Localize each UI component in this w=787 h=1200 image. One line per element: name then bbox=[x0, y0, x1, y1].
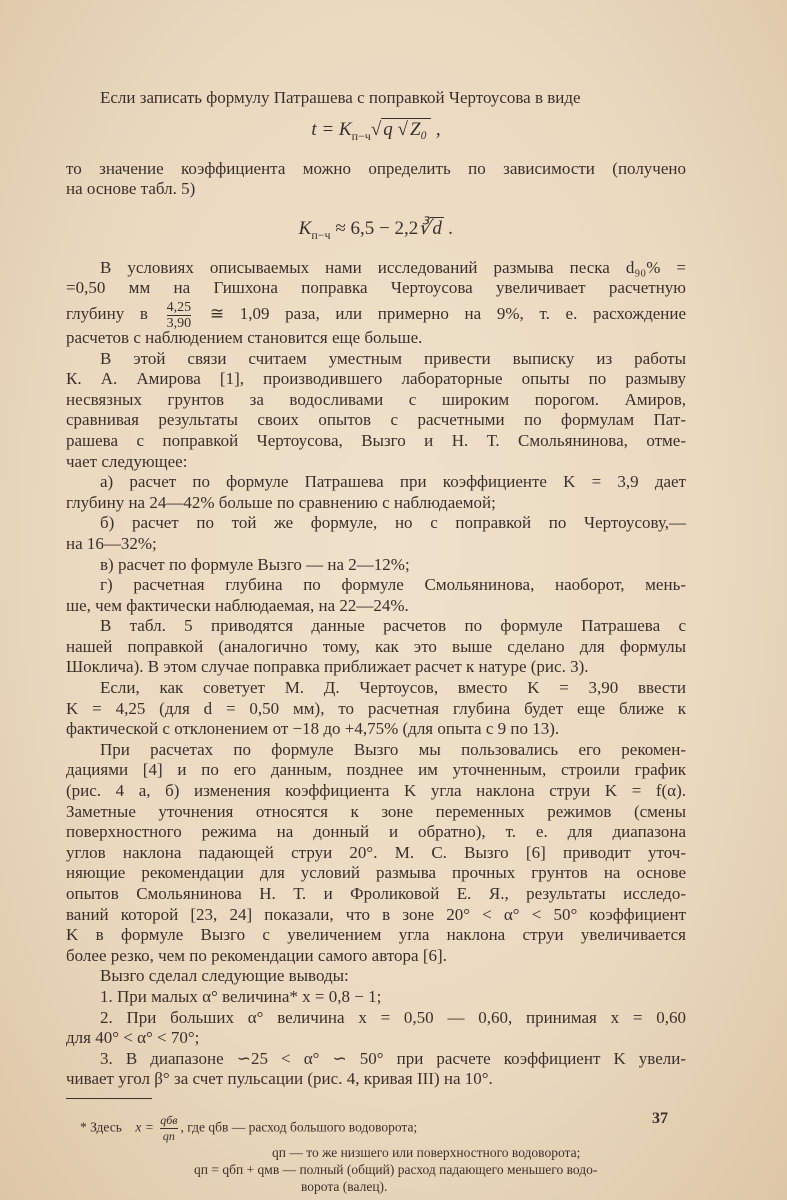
intro-paragraph bbox=[66, 88, 686, 109]
paragraph bbox=[66, 1049, 686, 1090]
text-line: В этой связи считаем уместным привести выписку из работы bbox=[100, 348, 686, 368]
text-line: для 40° < α° < 70°; bbox=[66, 1028, 200, 1048]
text-line: углов наклона падающей струи 20°. М. С. Вызго [6] приводит уточ- bbox=[66, 842, 686, 862]
formula-subscript: п−ч bbox=[351, 128, 371, 143]
text-line: а) расчет по формуле Патрашева при коэффициенте K = 3,9 дает bbox=[100, 472, 686, 492]
fraction-numerator: qбв bbox=[160, 1112, 178, 1127]
paragraphs bbox=[66, 349, 686, 1090]
sqrt-icon: √ bbox=[370, 118, 382, 140]
footnote-divider bbox=[66, 1098, 152, 1099]
paragraph bbox=[66, 616, 686, 678]
text-span: ≅ 1,09 раза, или примерно на 9%, т. е. расхождение bbox=[209, 303, 687, 323]
text-line: 1. При малых α° величина* x = 0,8 − 1; bbox=[100, 986, 382, 1006]
formula-z: Z₀ bbox=[409, 118, 428, 140]
text-line: поверхностного режима на донный и обратно), т. е. для диапазона bbox=[66, 822, 686, 842]
text-line: При расчетах по формуле Вызго мы пользовались его рекомен- bbox=[100, 739, 686, 759]
paragraph-sand bbox=[66, 258, 686, 349]
text-line: 2. При больших α° величина x = 0,50 — 0,60, принимая x = 0,60 bbox=[100, 1007, 686, 1027]
text-line: Шоклича). В этом случае поправка приближает расчет к натуре (рис. 3). bbox=[66, 657, 589, 677]
text-line: Если записать формулу Патрашева с поправкой Чертоусова в виде bbox=[100, 88, 581, 107]
text-line: К. А. Амирова [1], производившего лабораторные опыты по размыву bbox=[66, 369, 686, 389]
paragraph bbox=[66, 987, 686, 1008]
formula-d: d bbox=[432, 217, 442, 239]
formula-coefficient bbox=[66, 214, 686, 244]
text-line: опытов Смольянинова Н. Т. и Фроликовой Е. Я., результаты исследо- bbox=[66, 884, 686, 903]
text-line: K = 4,25 (для d = 0,50 мм), то расчетная глубина будет еще ближе к bbox=[66, 698, 686, 718]
formula-q: q bbox=[383, 118, 393, 140]
formula-lhs: t = K bbox=[311, 118, 352, 140]
text-line: б) расчет по той же формуле, но с поправкой по Чертоусову,— bbox=[100, 513, 686, 533]
text-line: ше, чем фактически наблюдаемая, на 22—24%. bbox=[66, 595, 409, 615]
text-line-fraction bbox=[66, 299, 687, 331]
cube-root-icon: ∛ bbox=[418, 217, 431, 239]
fraction bbox=[167, 300, 192, 331]
formula-patrashev-chertousov bbox=[66, 115, 686, 145]
paragraph bbox=[66, 678, 686, 740]
text-line: В условиях описываемых нами исследований размыва песка d₉₀% = bbox=[100, 257, 686, 277]
text-line: В табл. 5 приводятся данные расчетов по формуле Патрашева с bbox=[100, 616, 686, 636]
footnote-text: qп — то же низшего или поверхностного водоворота; bbox=[272, 1144, 581, 1160]
text-line: (рис. 4 а, б) изменения коэффициента K угла наклона струи K = f(α). bbox=[66, 781, 686, 801]
text-line: сравнивая результаты своих опытов с расчетными по формулам Пат- bbox=[66, 410, 686, 430]
paragraph bbox=[66, 555, 686, 576]
text-line: на 16—32%; bbox=[66, 533, 157, 553]
paragraph bbox=[66, 966, 686, 987]
page-body bbox=[66, 88, 686, 1195]
text-line: расчетов с наблюдением становится еще больше. bbox=[66, 327, 423, 347]
text-line: чает следующее: bbox=[66, 451, 188, 471]
formula-subscript: п−ч bbox=[311, 227, 331, 242]
paragraph bbox=[66, 472, 686, 513]
formula-rhs: ≈ 6,5 − 2,2 bbox=[330, 217, 419, 239]
text-line: на основе табл. 5) bbox=[66, 179, 196, 199]
text-line: =0,50 мм на Гишхона поправка Чертоусова увеличивает расчетную bbox=[66, 278, 686, 298]
text-span: глубину в bbox=[66, 303, 148, 323]
formula-tail: . bbox=[443, 217, 454, 239]
paragraph bbox=[66, 1008, 686, 1049]
fraction-denominator: qп bbox=[162, 1128, 175, 1143]
fraction-numerator: 4,25 bbox=[166, 299, 192, 315]
text-line: Если, как советует М. Д. Чертоусов, вместо K = 3,90 ввести bbox=[100, 678, 686, 698]
text-line: дациями [4] и по его данным, позднее им уточненным, строили график bbox=[66, 760, 686, 780]
text-line: г) расчетная глубина по формуле Смольянинова, наоборот, мень- bbox=[100, 575, 686, 595]
sqrt-icon: √ bbox=[397, 118, 408, 140]
text-line: в) расчет по формуле Вызго — на 2—12%; bbox=[100, 554, 410, 574]
text-line: рашева с поправкой Чертоусова, Вызго и Н. Т. Смольянинова, отме- bbox=[66, 430, 686, 450]
text-line: K в формуле Вызго с увеличением угла наклона струи увеличивается bbox=[66, 925, 686, 945]
footnote-text: qп = qбп + qмв — полный (общий) расход падающего меньшего водо- bbox=[194, 1161, 598, 1177]
footnote-x: x = bbox=[135, 1119, 154, 1135]
paragraph bbox=[66, 513, 686, 554]
text-line: несвязных грунтов за водосливами с широким порогом. Амиров, bbox=[66, 389, 686, 409]
text-line: чивает угол β° за счет пульсации (рис. 4, кривая III) на 10°. bbox=[66, 1069, 493, 1089]
fraction-denominator: 3,90 bbox=[166, 315, 192, 331]
text-line: Вызго сделал следующие выводы: bbox=[100, 966, 349, 986]
paragraph bbox=[66, 740, 686, 967]
text-line: 3. В диапазоне ∽25 < α° ∽ 50° при расчете коэффициент K увели- bbox=[100, 1048, 686, 1068]
text-line: ваний которой [23, 24] показали, что в зоне 20° < α° < 50° коэффициент bbox=[66, 904, 686, 924]
text-line: нашей поправкой (аналогично тому, как это выше сделано для формулы bbox=[66, 636, 686, 656]
footnote-marker: * Здесь bbox=[80, 1119, 122, 1135]
text-line: Заметные уточнения относятся к зоне переменных режимов (смены bbox=[66, 801, 686, 821]
text-line: более резко, чем по рекомендации самого автора [6]. bbox=[66, 945, 447, 965]
formula-lhs: K bbox=[298, 217, 312, 239]
footnote-text: , где qбв — расход большого водоворота; bbox=[180, 1119, 418, 1135]
text-line: няющие рекомендации для условий размыва прочных грунтов на основе bbox=[66, 863, 686, 883]
paragraph bbox=[66, 349, 686, 473]
formula-tail: , bbox=[431, 118, 441, 140]
text-line: то значение коэффициента можно определить по зависимости (получено bbox=[66, 158, 686, 178]
footnote-fraction bbox=[160, 1113, 177, 1144]
footnote-text: ворота (валец). bbox=[301, 1178, 388, 1194]
paragraph bbox=[66, 159, 686, 200]
footnote bbox=[66, 1113, 686, 1195]
paragraph bbox=[66, 575, 686, 616]
text-line: глубину на 24—42% больше по сравнению с наблюдаемой; bbox=[66, 492, 496, 512]
page-number: 37 bbox=[652, 1110, 668, 1127]
text-line: фактической с отклонением от −18 до +4,75% (для опыта с 9 по 13). bbox=[66, 719, 560, 739]
